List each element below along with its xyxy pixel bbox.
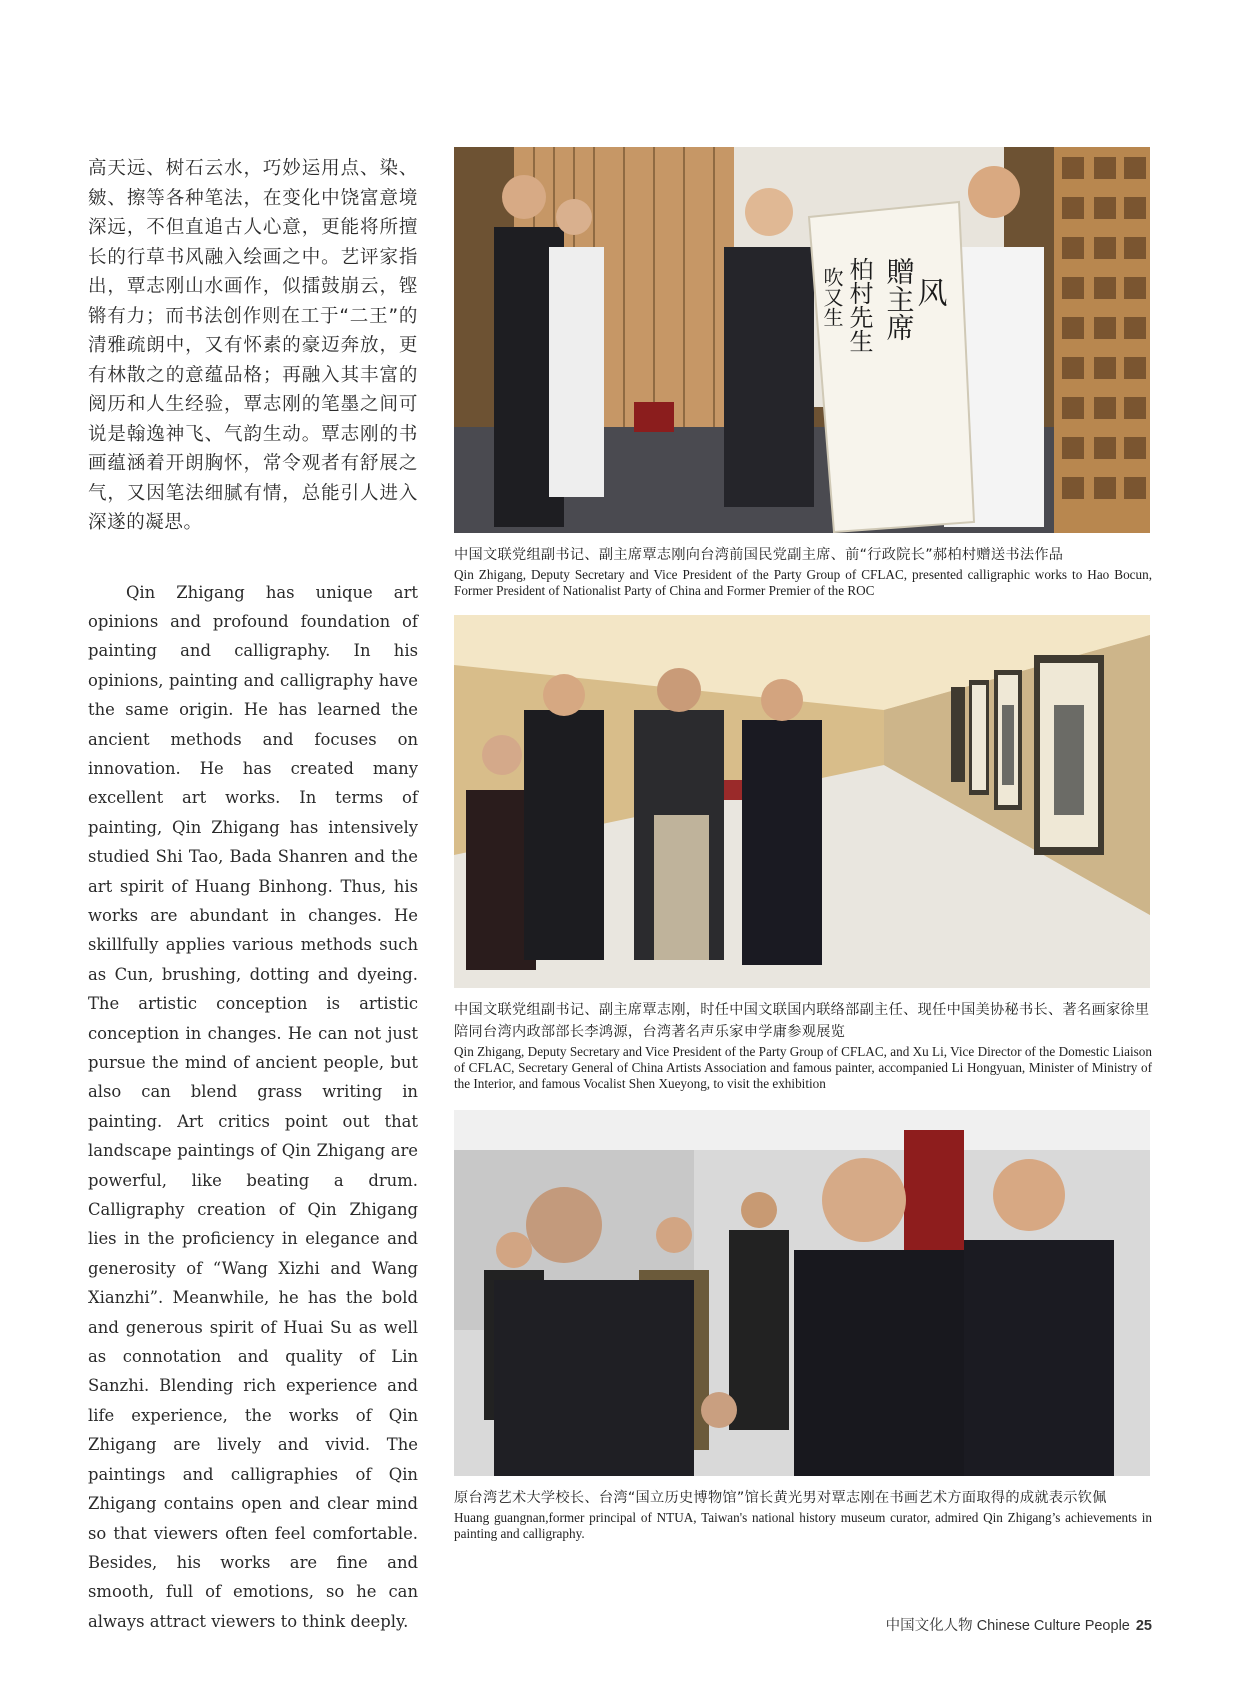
caption-cn: 中国文联党组副书记、副主席覃志刚，时任中国文联国内联络部副主任、现任中国美协秘书长、著名画家徐里陪同台湾内政部部长李鸿源，台湾著名声乐家申学庸参观展览 (454, 1002, 1150, 1040)
caption-en: Qin Zhigang, Deputy Secretary and Vice President of the Party Group of CFLAC, and Xu Li, Vice Director of the Domestic Liaison of CFLAC, Secretary General of China Artists Association and famous painter, accompanied Li Hongyuan, Minister of Ministry of the Interior, and famous Vocalist Shen Xueyong, to visit the exhibition (454, 1044, 1152, 1091)
english-paragraph: Qin Zhigang has unique art opinions and profound foundation of painting and calligraphy. In his opinions, painting and calligraphy have the same origin. He has learned the ancient methods and focuses on innovation. He has created many excellent art works. In terms of painting, Qin Zhigang has intensively studied Shi Tao, Bada Shanren and the art spirit of Huang Binhong. Thus, his works are abundant in changes. He skillfully applies various methods such as Cun, brushing, dotting and dyeing. The artistic conception is artistic conception in changes. He can not just pursue the mind of ancient people, but also can blend grass writing in painting. Art critics point out that landscape paintings of Qin Zhigang are powerful, like beating a drum. Calligraphy creation of Qin Zhigang lies in the proficiency in elegance and generosity of “Wang Xizhi and Wang Xianzhi”. Meanwhile, he has the bold and generous spirit of Huai Su as well as connotation and quality of Lin Sanzhi. Blending rich experience and life experience, the works of Qin Zhigang are lively and vivid. The paintings and calligraphies of Qin Zhigang contains open and clear mind so that viewers often feel comfortable. Besides, his works are fine and smooth, full of emotions, so he can always attract viewers to think deeply. (88, 582, 418, 1631)
caption-cn: 原台湾艺术大学校长、台湾“国立历史博物馆”馆长黄光男对覃志刚在书画艺术方面取得的成就表示钦佩 (454, 1490, 1107, 1506)
caption-photo-3 (454, 1487, 1152, 1542)
scroll-calligraphy-col2: 柏村先生 (845, 257, 873, 353)
article-body (88, 154, 418, 1636)
magazine-name: 中国文化人物 Chinese Culture People (885, 1618, 1130, 1634)
page-number: 25 (1135, 1618, 1152, 1634)
caption-photo-2 (454, 999, 1152, 1092)
caption-en: Qin Zhigang, Deputy Secretary and Vice President of the Party Group of CFLAC, presented calligraphic works to Hao Bocun, Former President of Nationalist Party of China and Former Premier of the ROC (454, 567, 1152, 598)
chinese-paragraph: 高天远、树石云水，巧妙运用点、染、皴、擦等各种笔法，在变化中饶富意境深远，不但直追古人心意，更能将所擅长的行草书风融入绘画之中。艺评家指出，覃志刚山水画作，似擂鼓崩云，铿锵有力；而书法创作则在工于“二王”的清雅疏朗中，又有怀素的豪迈奔放，更有林散之的意蕴品格；再融入其丰富的阅历和人生经验，覃志刚的笔墨之间可说是翰逸神飞、气韵生动。覃志刚的书画蕴涵着开朗胸怀，常令观者有舒展之气，又因笔法细腻有情，总能引人进入深遂的凝思。 (88, 158, 418, 533)
page-footer (886, 1614, 1152, 1635)
photo-exhibition-visit (454, 615, 1150, 988)
photo-handshake (454, 1110, 1150, 1476)
scroll-calligraphy-col1: 贈主席 (882, 257, 916, 341)
caption-photo-1 (454, 544, 1152, 599)
caption-cn: 中国文联党组副书记、副主席覃志刚向台湾前国民党副主席、前“行政院长”郝柏村赠送书法作品 (454, 547, 1064, 563)
scroll-calligraphy-col3: 风 (911, 277, 947, 307)
photo-calligraphy-presentation (454, 147, 1150, 533)
scroll-calligraphy-col4: 吹又生 (820, 267, 844, 327)
caption-en: Huang guangnan,former principal of NTUA, Taiwan's national history museum curator, admired Qin Zhigang’s achievements in painting and calligraphy. (454, 1510, 1152, 1541)
